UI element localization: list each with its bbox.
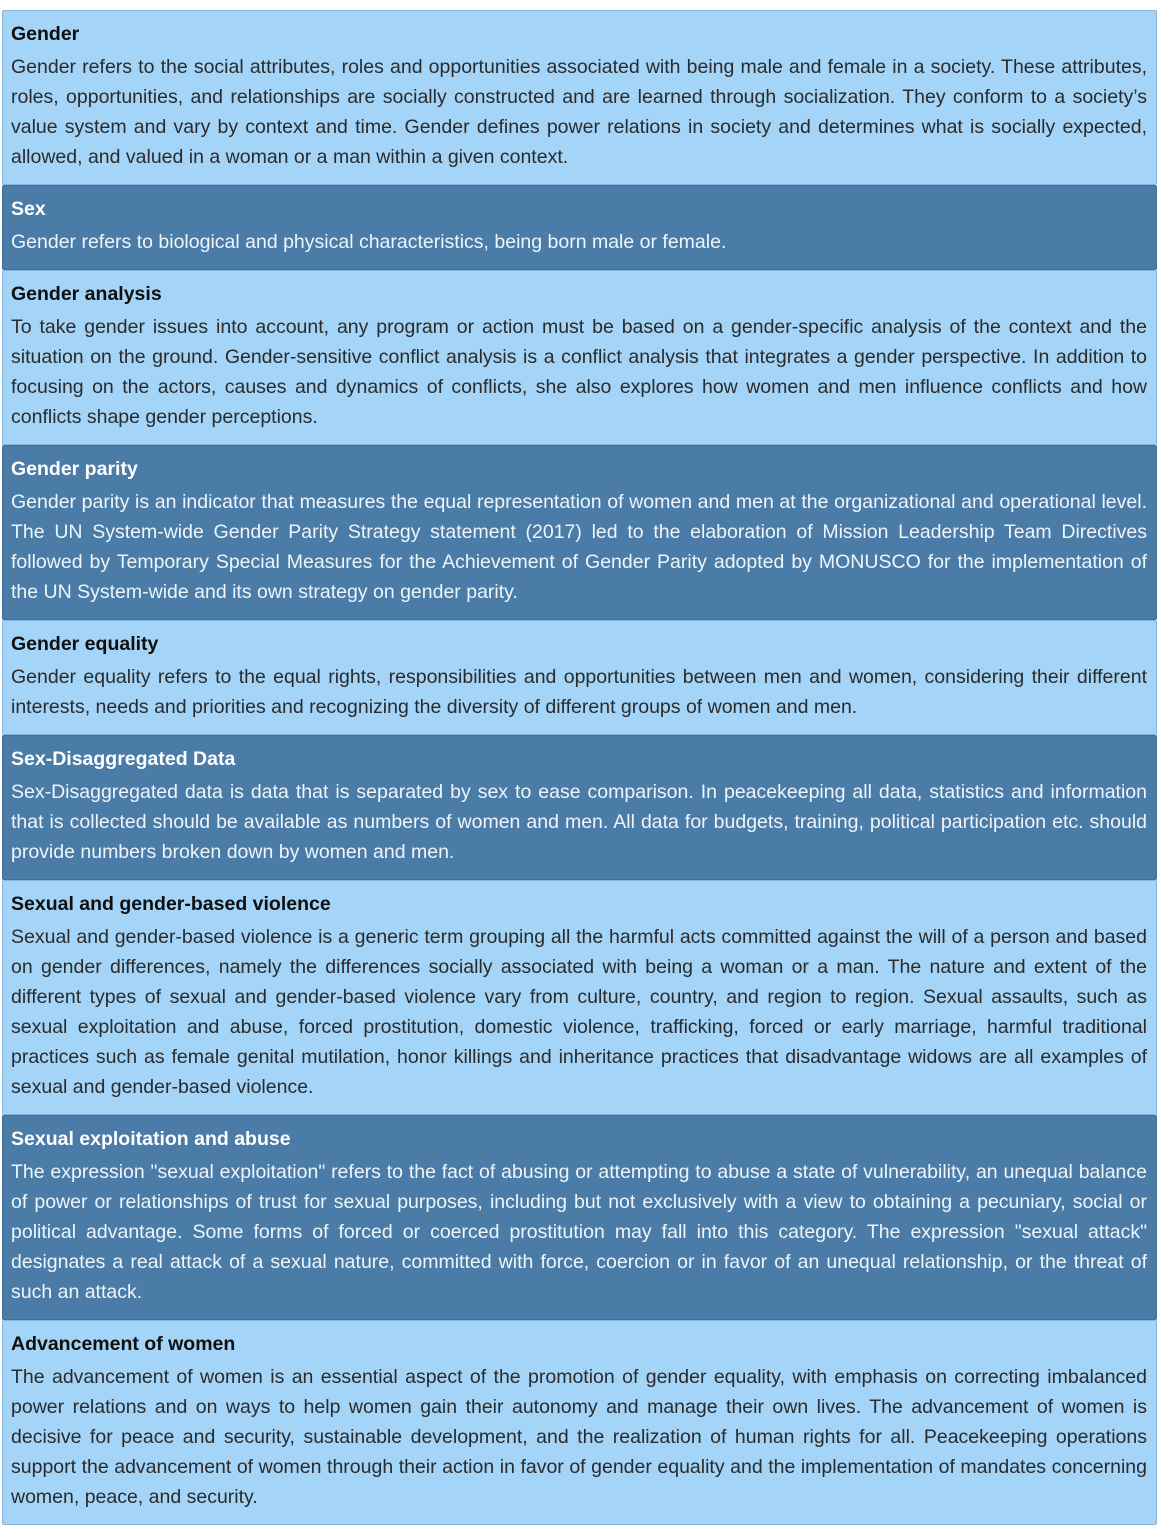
definition-text: Sex-Disaggregated data is data that is separated by sex to ease comparison. In peacekeeping all data, statistics and information that is collected should be available as numbers of women and men. All data for budgets, training, political participation etc. should provide numbers broken down by women and men.: [11, 781, 1147, 863]
definition-card-sexual-exploitation-abuse: [2, 1115, 1157, 1320]
definition-text: Sexual and gender-based violence is a generic term grouping all the harmful acts committed against the will of a person and based on gender differences, namely the differences socially associated with being a woman or a man. The nature and extent of the different types of sexual and gender-based violence vary from culture, country, and region to region. Sexual assaults, such as sexual exploitation and abuse, forced prostitution, domestic violence, trafficking, forced or early marriage, harmful traditional practices such as female genital mutilation, honor killings and inheritance practices that disadvantage widows are all examples of sexual and gender-based violence.: [11, 926, 1147, 1098]
definition-card-gender-analysis: [2, 270, 1157, 445]
definition-card-sex: [2, 185, 1157, 270]
definition-text: Gender parity is an indicator that measures the equal representation of women and men at the organizational and operational level. The UN System-wide Gender Parity Strategy statement (2017) led to the elaboration of Mission Leadership Team Directives followed by Temporary Special Measures for the Achievement of Gender Parity adopted by MONUSCO for the implementation of the UN System-wide and its own strategy on gender parity.: [11, 491, 1147, 603]
definition-text: Gender refers to biological and physical characteristics, being born male or female.: [11, 231, 727, 253]
definition-term: Gender: [11, 23, 80, 45]
definition-term: Gender parity: [11, 458, 138, 480]
definition-card-gender-equality: [2, 620, 1157, 735]
definition-term: Gender equality: [11, 633, 159, 655]
definition-text: The expression "sexual exploitation" refers to the fact of abusing or attempting to abuse a state of vulnerability, an unequal balance of power or relationships of trust for sexual purposes, including but not exclusively with a view to obtaining a pecuniary, social or political advantage. Some forms of forced or coerced prostitution may fall into this category. The expression "sexual attack" designates a real attack of a sexual nature, committed with force, coercion or in favor of an unequal relationship, or the threat of such an attack.: [11, 1161, 1147, 1303]
definition-card-sex-disaggregated-data: [2, 735, 1157, 880]
definition-text: To take gender issues into account, any program or action must be based on a gender-specific analysis of the context and the situation on the ground. Gender-sensitive conflict analysis is a conflict analysis that integrates a gender perspective. In addition to focusing on the actors, causes and dynamics of conflicts, she also explores how women and men influence conflicts and how conflicts shape gender perceptions.: [11, 316, 1147, 428]
definition-card-gender: [2, 10, 1157, 185]
definition-term: Sex: [11, 198, 46, 220]
definition-card-gender-parity: [2, 445, 1157, 620]
definition-card-advancement-of-women: [2, 1320, 1157, 1525]
definition-text: The advancement of women is an essential aspect of the promotion of gender equality, with emphasis on correcting imbalanced power relations and on ways to help women gain their autonomy and manage their own lives. The advancement of women is decisive for peace and security, sustainable development, and the realization of human rights for all. Peacekeeping operations support the advancement of women through their action in favor of gender equality and the implementation of mandates concerning women, peace, and security.: [11, 1366, 1147, 1508]
definition-term: Sex-Disaggregated Data: [11, 748, 236, 770]
definition-term: Advancement of women: [11, 1333, 236, 1355]
definition-term: Gender analysis: [11, 283, 162, 305]
definition-text: Gender refers to the social attributes, roles and opportunities associated with being male and female in a society. These attributes, roles, opportunities, and relationships are socially constructed and are learned through socialization. They conform to a society’s value system and vary by context and time. Gender defines power relations in society and determines what is socially expected, allowed, and valued in a woman or a man within a given context.: [11, 56, 1147, 168]
definition-term: Sexual and gender-based violence: [11, 893, 331, 915]
definition-card-sexual-gender-based-violence: [2, 880, 1157, 1115]
definition-term: Sexual exploitation and abuse: [11, 1128, 291, 1150]
definition-text: Gender equality refers to the equal rights, responsibilities and opportunities between men and women, considering their different interests, needs and priorities and recognizing the diversity of different groups of women and men.: [11, 666, 1147, 718]
